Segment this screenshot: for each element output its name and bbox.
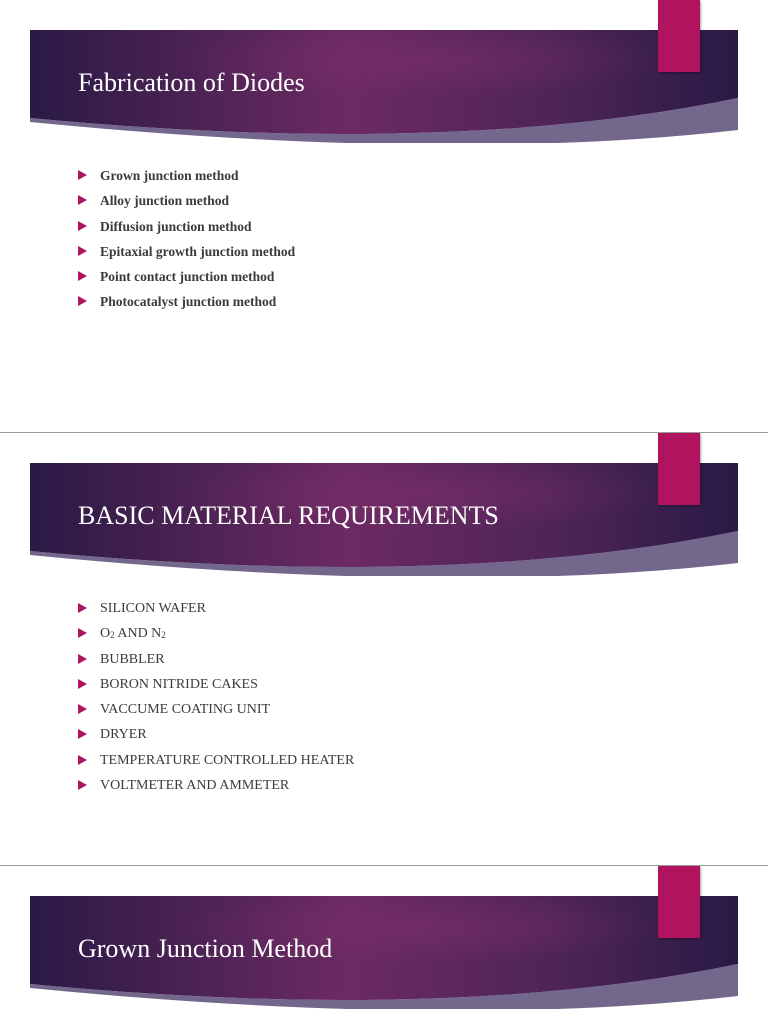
list-item: Point contact junction method [78,268,295,293]
bullet-arrow-icon [78,221,87,231]
bullet-arrow-icon [78,704,87,714]
bullet-arrow-icon [78,654,87,664]
list-item: Diffusion junction method [78,218,295,243]
slide-title: Fabrication of Diodes [78,68,305,97]
bullet-list [78,600,354,802]
list-item: SILICON WAFER [78,600,354,625]
bullet-arrow-icon [78,170,87,180]
accent-tab [658,0,700,72]
bullet-arrow-icon [78,679,87,689]
bullet-arrow-icon [78,603,87,613]
accent-tab [658,433,700,505]
bullet-arrow-icon [78,729,87,739]
slide-title: BASIC MATERIAL REQUIREMENTS [78,501,499,530]
bullet-arrow-icon [78,296,87,306]
bullet-list [78,167,295,319]
bullet-arrow-icon [78,246,87,256]
bullet-arrow-icon [78,755,87,765]
slide-fabrication-of-diodes [0,0,768,432]
bullet-arrow-icon [78,271,87,281]
list-item: BORON NITRIDE CAKES [78,676,354,701]
list-item: VOLTMETER AND AMMETER [78,777,354,802]
bullet-arrow-icon [78,780,87,790]
slide-basic-material-requirements [0,433,768,865]
bullet-arrow-icon [78,628,87,638]
list-item: DRYER [78,726,354,751]
slide-title: Grown Junction Method [78,934,333,963]
accent-tab [658,866,700,938]
list-item: BUBBLER [78,651,354,676]
list-item: Grown junction method [78,167,295,192]
list-item [78,625,354,650]
list-item: Epitaxial growth junction method [78,243,295,268]
list-item: TEMPERATURE CONTROLLED HEATER [78,752,354,777]
o2-n2-label: $O_2$ AND $N_2$ [100,626,166,642]
list-item: VACCUME COATING UNIT [78,701,354,726]
slide-grown-junction-method [0,866,768,1024]
list-item: Photocatalyst junction method [78,293,295,318]
list-item: Alloy junction method [78,192,295,217]
bullet-arrow-icon [78,195,87,205]
